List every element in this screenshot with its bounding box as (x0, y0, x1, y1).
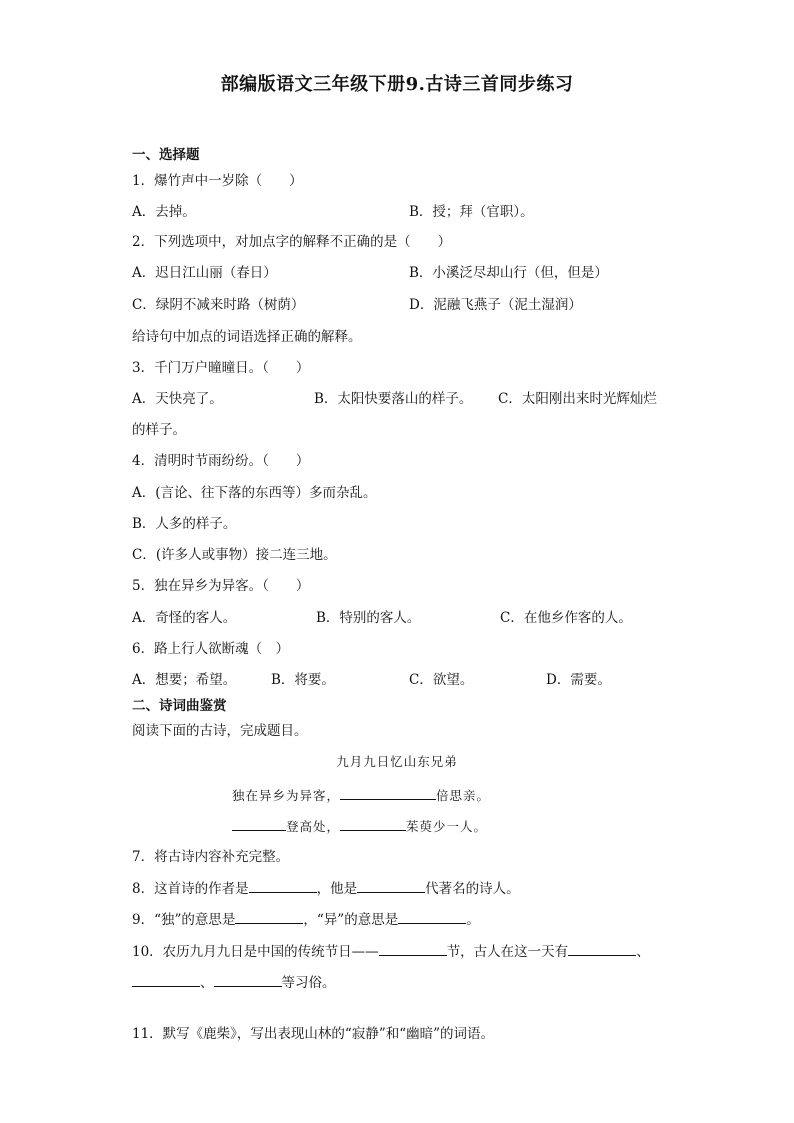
poem-line-2-text-a: 登高处， (286, 819, 341, 834)
q2-option-a: A．迟日江山丽（春日） (132, 265, 277, 281)
poem-line-1-text-a: 独在异乡为异客， (232, 788, 341, 803)
q2-option-b: B．小溪泛尽却山行（但，但是） (409, 265, 608, 281)
section-heading-choice: 一、选择题 (132, 147, 200, 163)
q4-option-a: A．(言论、往下落的东西等）多而杂乱。 (132, 485, 377, 501)
question-3: 3．千门万户曈曈日。（ ） (132, 360, 310, 376)
question-6: 6．路上行人欲断魂（ ） (132, 641, 290, 657)
q3-option-b: B．太阳快要落山的样子。 (314, 391, 473, 407)
question-2: 2．下列选项中，对加点字的解释不正确的是（ ） (132, 234, 452, 250)
q10-text-a: 10．农历九月九日是中国的传统节日—— (132, 944, 379, 960)
q9-text-c: 。 (466, 912, 480, 928)
q4-option-c: C．(许多人或事物）接二连三地。 (132, 547, 337, 563)
q9-blank-yi[interactable] (398, 909, 466, 924)
poem-line-1-text-b: 倍思亲。 (436, 788, 491, 803)
q10-text-e: 等习俗。 (281, 975, 336, 991)
q1-option-a: A．去掉。 (132, 204, 196, 220)
q6-option-d: D．需要。 (546, 672, 611, 688)
question-5: 5．独在异乡为异客。（ ） (132, 578, 310, 594)
question-10 (132, 941, 650, 962)
q2-option-c: C．绿阴不减来时路（树荫） (132, 297, 305, 313)
read-instruction: 阅读下面的古诗，完成题目。 (132, 723, 308, 739)
question-4: 4．清明时节雨纷纷。（ ） (132, 453, 310, 469)
question-8 (132, 878, 520, 899)
q10-blank-custom-3[interactable] (214, 972, 282, 987)
question-1: 1．爆竹声中一岁除（ ） (132, 173, 303, 189)
question-10-continued (132, 972, 336, 993)
q6-option-b: B．将要。 (271, 672, 335, 688)
q5-option-b: B．特别的客人。 (316, 610, 421, 626)
q2-option-d: D．泥融飞燕子（泥土湿润） (409, 297, 582, 313)
q8-text-b: ，他是 (316, 881, 358, 897)
poem-blank-2[interactable] (232, 816, 286, 831)
poem-line-2 (232, 816, 487, 837)
q6-option-a: A．想要；希望。 (132, 672, 237, 688)
q5-option-a: A．奇怪的客人。 (132, 610, 237, 626)
poem-blank-1[interactable] (340, 785, 436, 800)
poem-line-2-text-b: 茱萸少一人。 (406, 819, 488, 834)
q3-option-a: A．天快亮了。 (132, 391, 223, 407)
q8-blank-dynasty[interactable] (357, 878, 425, 893)
instruction-text: 给诗句中加点的词语选择正确的解释。 (132, 329, 362, 345)
q3-option-c: C．太阳刚出来时光辉灿烂 (498, 391, 657, 407)
poem-blank-3[interactable] (340, 816, 406, 831)
q3-option-c-continued: 的样子。 (132, 422, 186, 438)
question-9 (132, 909, 480, 930)
q10-text-c: 、 (636, 944, 650, 960)
q9-text-a: 9．“独”的意思是 (132, 912, 236, 928)
section-heading-poetry: 二、诗词曲鉴赏 (132, 698, 227, 714)
q10-text-d: 、 (200, 975, 214, 991)
q10-blank-festival[interactable] (379, 941, 447, 956)
q8-blank-author[interactable] (249, 878, 317, 893)
q8-text-a: 8．这首诗的作者是 (132, 881, 249, 897)
poem-title: 九月九日忆山东兄弟 (336, 754, 458, 769)
page-title: 部编版语文三年级下册9.古诗三首同步练习 (220, 74, 574, 95)
q4-option-b: B．人多的样子。 (132, 516, 237, 532)
poem-line-1 (232, 785, 490, 806)
q9-text-b: ，“异”的意思是 (303, 912, 399, 928)
q10-text-b: 节，古人在这一天有 (446, 944, 569, 960)
q9-blank-du[interactable] (235, 909, 303, 924)
q5-option-c: C．在他乡作客的人。 (500, 610, 632, 626)
q8-text-c: 代著名的诗人。 (425, 881, 520, 897)
q10-blank-custom-2[interactable] (132, 972, 200, 987)
question-7: 7．将古诗内容补充完整。 (132, 849, 290, 865)
q1-option-b: B．授；拜（官职）。 (409, 204, 534, 220)
q10-blank-custom-1[interactable] (568, 941, 636, 956)
question-11: 11．默写《鹿柴》，写出表现山林的“寂静”和“幽暗”的词语。 (132, 1026, 495, 1042)
q6-option-c: C．欲望。 (409, 672, 474, 688)
